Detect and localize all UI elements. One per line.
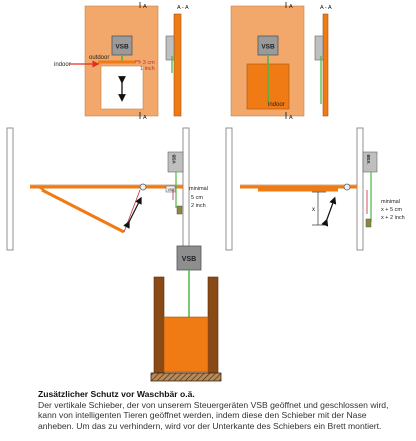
section-letter-top-a: A <box>143 4 147 10</box>
wall-right-d <box>357 128 363 250</box>
gap-inch-label-a: 1 inch <box>140 66 155 72</box>
dist-cm-label-c: 5 cm <box>191 195 203 201</box>
pulley-d <box>344 184 350 190</box>
gap-cm-label-a: > 3 cm <box>138 60 155 66</box>
section-letter-bottom-a: A <box>143 115 147 121</box>
door-slider-e <box>164 317 208 372</box>
section-letter-bottom-b: A <box>289 115 293 121</box>
panel-a <box>54 2 189 121</box>
minimal-label-c: minimal <box>189 186 208 192</box>
dist-inch-label-d: x + 2 inch <box>381 215 405 221</box>
panel-e <box>151 246 221 381</box>
panel-c <box>7 128 208 250</box>
small-box-label-c: VSB <box>167 188 175 192</box>
post-right-e <box>208 277 218 375</box>
indoor-label-a: indoor <box>54 62 71 68</box>
vsb-label-b: VSB <box>261 43 275 51</box>
panel-b <box>231 2 332 121</box>
swing-arrow-d <box>326 200 334 222</box>
weight-c <box>177 206 182 214</box>
caption <box>38 389 412 431</box>
dist-cm-label-d: x + 5 cm <box>381 207 402 213</box>
wall-left-d <box>226 128 232 250</box>
vsb-label-c: VSB <box>171 154 177 164</box>
x-label-d: x <box>312 207 315 213</box>
vsb-label-a: VSB <box>115 43 129 51</box>
caption-line-3: anheben. Um das zu verhindern, wird vor der Unterkante des Schiebers ein Brett montiert. <box>38 420 382 431</box>
section-box-b <box>315 36 323 60</box>
caption-title: Zusätzlicher Schutz vor Waschbär o.ä. <box>38 389 195 399</box>
swing-arrow-c <box>128 200 140 224</box>
vsb-label-e: VSB <box>181 256 197 263</box>
weight-d <box>366 219 371 227</box>
open-flap-c <box>42 190 124 232</box>
rope-c <box>124 190 140 232</box>
outdoor-label-a: outdoor <box>89 55 110 61</box>
caption-line-1: Der vertikale Schieber, der von unserem Steuergeräten VSB geöffnet und geschlossen wird, <box>38 399 389 410</box>
dist-inch-label-c: 2 inch <box>191 203 206 209</box>
section-letter-top-b: A <box>289 4 293 10</box>
section-box-a <box>166 36 174 60</box>
post-left-e <box>154 277 164 375</box>
section-view-label-a: A - A <box>177 5 189 11</box>
section-wall-b <box>323 14 328 116</box>
pulley-c <box>140 184 146 190</box>
front-board-e <box>151 373 221 381</box>
panel-d <box>226 128 405 250</box>
section-view-label-b: A - A <box>320 5 332 11</box>
wall-left-c <box>7 128 13 250</box>
indoor-label-b: indoor <box>268 102 285 108</box>
caption-line-2: kann von intelligenten Tieren geöffnet werden, indem diese den Schieber mit der Nase <box>38 410 367 421</box>
minimal-label-d: minimal <box>381 199 400 205</box>
section-wall-a <box>174 14 181 116</box>
vsb-label-d: VSB <box>366 154 371 164</box>
